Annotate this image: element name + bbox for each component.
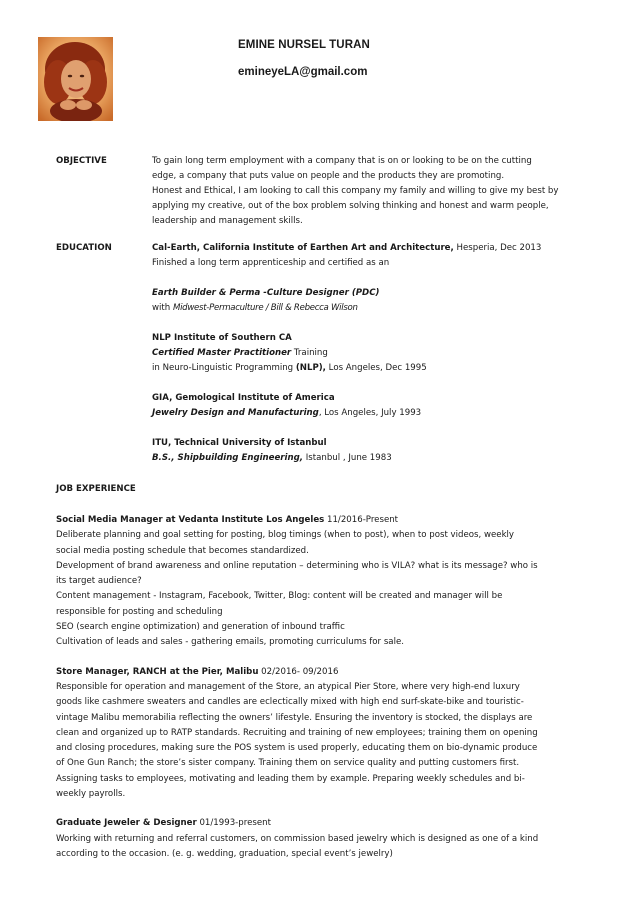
candidate-email: emineyeLA@gmail.com bbox=[238, 66, 368, 78]
education-line: Finished a long term apprenticeship and certified as an bbox=[152, 258, 390, 268]
objective-text bbox=[152, 154, 558, 229]
job-line: and closing procedures, making sure the POS system is used properly, educating them on bio-dynamic produce bbox=[56, 743, 538, 754]
degree-title: B.S., Shipbuilding Engineering, bbox=[152, 453, 304, 463]
certificate-title: Certified Master Practitioner bbox=[152, 348, 292, 358]
school-abbrev: GIA bbox=[152, 393, 170, 403]
job-line: goods like cashmere sweaters and candles are eclectically mixed with high end surf-skate-bike and touristic- bbox=[56, 697, 524, 708]
job-list bbox=[56, 513, 616, 876]
school-name: NLP Institute of Southern CA bbox=[152, 333, 292, 343]
instructors: Midwest-Permaculture / Bill & Rebecca Wilson bbox=[172, 303, 358, 313]
school-detail: Hesperia, Dec 2013 bbox=[453, 243, 542, 253]
objective-line: Honest and Ethical, I am looking to call this company my family and willing to give my best by bbox=[152, 186, 559, 196]
job-entry bbox=[56, 665, 616, 803]
school-name: , Gemological Institute of America bbox=[169, 393, 335, 403]
objective-line: edge, a company that puts value on people and the products they are promoting. bbox=[152, 171, 505, 181]
education-entry-calearth bbox=[152, 241, 541, 271]
with-text: with bbox=[152, 303, 173, 313]
objective-line: leadership and management skills. bbox=[152, 216, 303, 226]
job-line: SEO (search engine optimization) and generation of inbound traffic bbox=[56, 622, 345, 633]
job-line: Assigning tasks to employees, motivating and leading them by example. Preparing weekly schedules and bi- bbox=[56, 773, 525, 784]
education-list bbox=[152, 241, 541, 481]
job-line: Cultivation of leads and sales - gathering emails, promoting curriculums for sale. bbox=[56, 637, 404, 648]
job-line: of One Gun Ranch; the store’s sister company. Training them on service quality and putting customers first. bbox=[56, 758, 520, 769]
job-line: social media posting schedule that becomes standardized. bbox=[56, 545, 309, 556]
job-entry bbox=[56, 513, 616, 651]
job-line: weekly payrolls. bbox=[56, 789, 126, 800]
job-title: Store Manager, RANCH at the Pier, Malibu bbox=[56, 666, 259, 677]
certificate-detail: Training bbox=[291, 348, 328, 358]
nlp-abbrev: (NLP), bbox=[295, 363, 326, 373]
job-line: clean and organized up to RATP standards. Recruiting and training of new employees; training them on opening bbox=[56, 727, 538, 738]
job-experience-label: JOB EXPERIENCE bbox=[56, 484, 136, 494]
job-line: according to the occasion. (e. g. wedding, graduation, special event’s jewelry) bbox=[56, 848, 393, 859]
job-line: Responsible for operation and management of the Store, an atypical Pier Store, where very high-end luxury bbox=[56, 681, 520, 692]
job-line: responsible for posting and scheduling bbox=[56, 606, 223, 617]
job-dates: 11/2016-Present bbox=[324, 515, 399, 525]
degree-detail: Istanbul , June 1983 bbox=[303, 453, 392, 463]
job-line: Development of brand awareness and online reputation – determining who is VILA? what is its message? who is bbox=[56, 560, 538, 571]
school-name: Cal-Earth, California Institute of Earthen Art and Architecture, bbox=[152, 243, 454, 253]
education-line: in Neuro-Linguistic Programming bbox=[152, 363, 296, 373]
job-dates: 01/1993-present bbox=[196, 818, 271, 829]
job-entry bbox=[56, 816, 616, 862]
education-entry-itu bbox=[152, 436, 541, 466]
job-line: vintage Malibu memorabilia reflecting the owners’ lifestyle. Ensuring the inventory is stocked, the displays are bbox=[56, 712, 533, 723]
education-label: EDUCATION bbox=[56, 243, 112, 253]
objective-line: applying my creative, out of the box problem solving thinking and honest and warm people, bbox=[152, 201, 549, 211]
education-entry-gia bbox=[152, 391, 541, 421]
education-entry-pdc bbox=[152, 286, 541, 316]
school-abbrev: ITU bbox=[152, 438, 169, 448]
job-dates: 02/2016- 09/2016 bbox=[258, 666, 339, 677]
job-title: Social Media Manager at Vedanta Institute Los Angeles bbox=[56, 515, 325, 525]
course-detail: , Los Angeles, July 1993 bbox=[318, 408, 422, 418]
job-title: Graduate Jeweler & Designer bbox=[56, 818, 197, 829]
objective-line: To gain long term employment with a company that is on or looking to be on the cutting bbox=[152, 156, 532, 166]
course-title: Jewelry Design and Manufacturing bbox=[152, 408, 319, 418]
profile-photo bbox=[38, 37, 113, 121]
education-entry-nlp bbox=[152, 331, 541, 376]
school-name: , Technical University of Istanbul bbox=[168, 438, 327, 448]
job-line: Content management - Instagram, Facebook, Twitter, Blog: content will be created and manager will be bbox=[56, 591, 503, 602]
certificate-title: Earth Builder & Perma -Culture Designer (PDC) bbox=[152, 288, 380, 298]
job-line: Working with returning and referral customers, on commission based jewelry which is designed as one of a kind bbox=[56, 833, 539, 844]
job-line: its target audience? bbox=[56, 576, 142, 587]
objective-label: OBJECTIVE bbox=[56, 156, 107, 166]
job-line: Deliberate planning and goal setting for posting, blog timings (when to post), when to post videos, weekly bbox=[56, 530, 515, 541]
education-line: Los Angeles, Dec 1995 bbox=[325, 363, 427, 373]
candidate-name: EMINE NURSEL TURAN bbox=[238, 39, 370, 51]
